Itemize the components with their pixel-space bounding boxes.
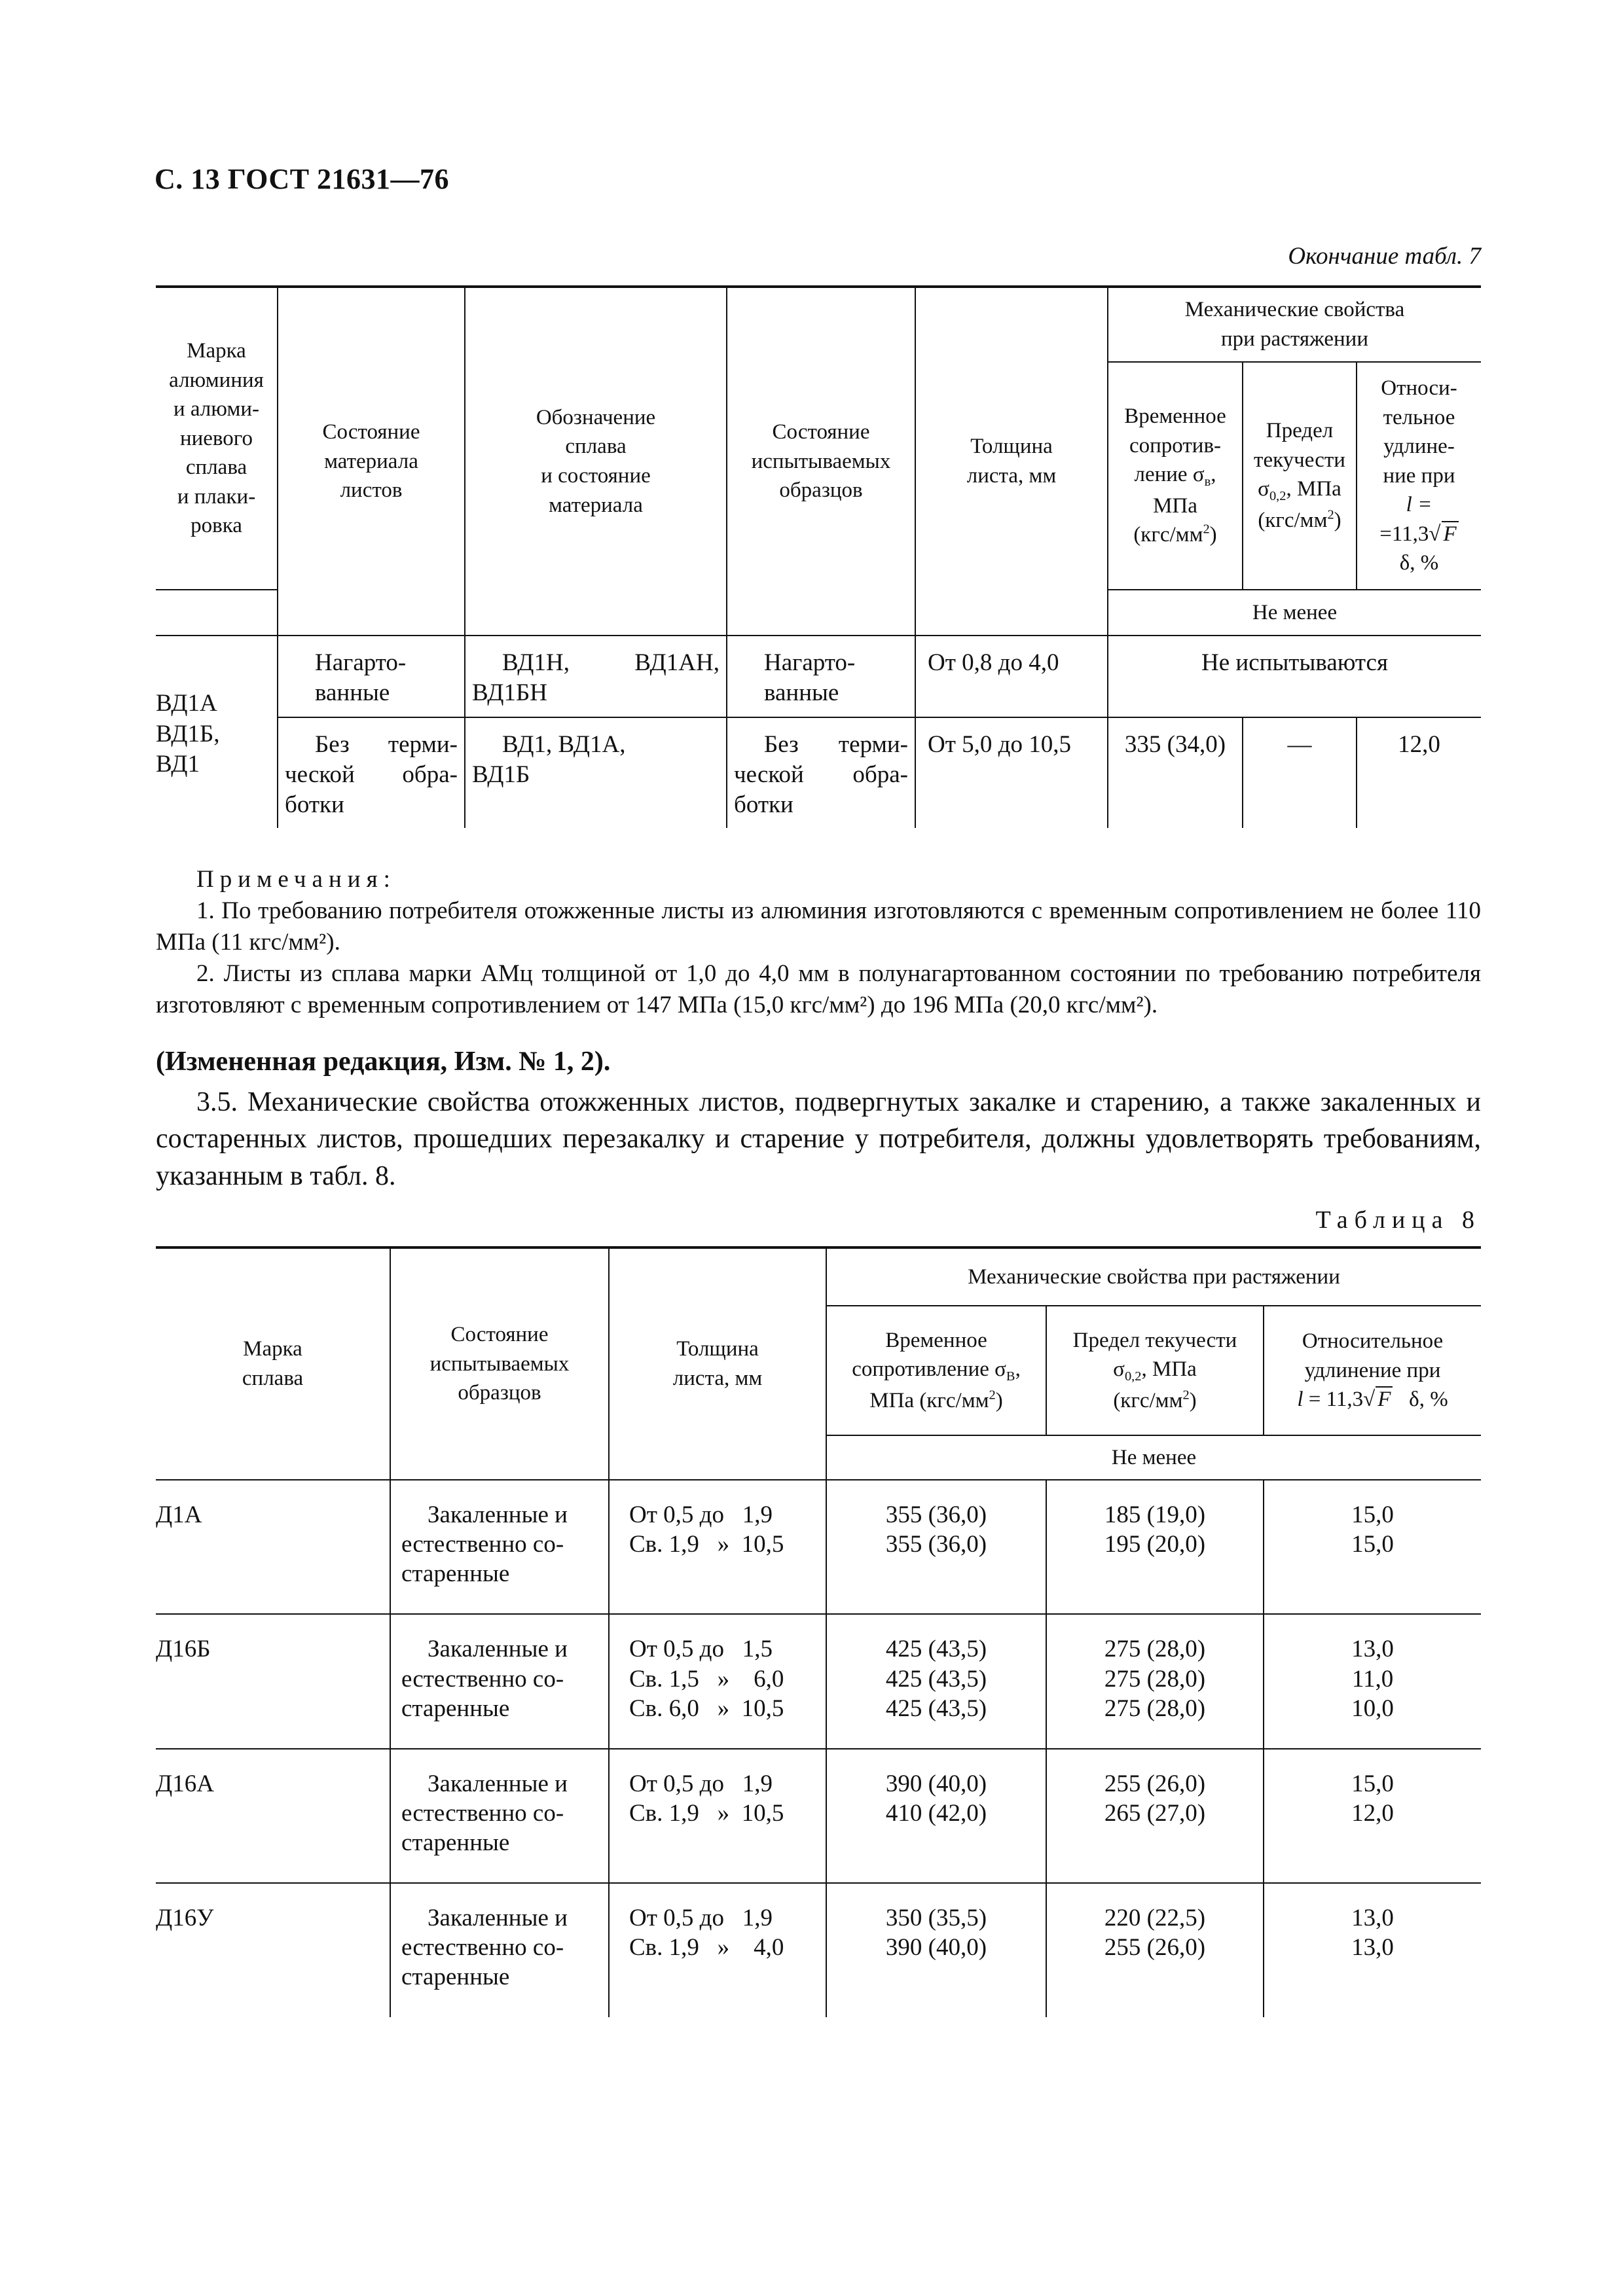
t8-cell-grade: Д16У	[156, 1883, 390, 2017]
t7-header-thickness: Толщина листа, мм	[915, 287, 1108, 636]
t7-header-tensile: Временное сопротив- ление $\sigma_в$, МПа $(кгс/мм^2)$	[1108, 362, 1243, 590]
t8-cell-yield: 275 (28,0) 275 (28,0) 275 (28,0)	[1046, 1614, 1264, 1748]
t7-header-sheet-state: Состояние материала листов	[278, 287, 465, 636]
table8-caption: Таблица 8	[1315, 1206, 1481, 1234]
t8-cell-elongation: 15,0 12,0	[1264, 1749, 1481, 1883]
table-7	[156, 285, 1481, 828]
table-row	[156, 717, 1481, 829]
t7-cell-not-tested: Не испытываются	[1108, 636, 1481, 717]
t7-cell-sheet-state: Нагарто- ванные	[278, 636, 465, 717]
t8-cell-state: Закаленные и естественно со- старенные	[390, 1480, 609, 1614]
t7-header-grade: Марка алюминия и алюми- ниевого сплава и плаки- ровка	[156, 287, 278, 590]
t8-cell-thickness: От 0,5 до 1,9 Св. 1,9 » 10,5	[609, 1749, 826, 1883]
t8-cell-thickness: От 0,5 до 1,9 Св. 1,9 » 10,5	[609, 1480, 826, 1614]
t7-cell-sheet-state: Без терми- ческой обра- ботки	[278, 717, 465, 829]
paragraph-3-5: 3.5. Механические свойства отожженных листов, подвергнутых закалке и старению, а также закаленных и состаренных листов, прошедших перезакалку и старение у потребителя, должны удовлетворять требованиям, указанным в табл. 8.	[156, 1087, 1481, 1191]
table-row	[156, 1480, 1481, 1614]
t7-cell-designation: ВД1Н, ВД1АН, ВД1БН	[465, 636, 727, 717]
t8-cell-elongation: 15,0 15,0	[1264, 1480, 1481, 1614]
t8-header-sample-state: Состояние испытываемых образцов	[390, 1247, 609, 1480]
amendment-note: (Измененная редакция, Изм. № 1, 2).	[156, 1047, 611, 1077]
t8-header-elongation: Относительное удлинение при l = 11,3√ F δ, %	[1264, 1306, 1481, 1435]
t8-header-grade: Марка сплава	[156, 1247, 390, 1480]
t8-cell-grade: Д1А	[156, 1480, 390, 1614]
t8-cell-thickness: От 0,5 до 1,9 Св. 1,9 » 4,0	[609, 1883, 826, 2017]
t7-header-mech-group: Механические свойства при растяжении	[1108, 287, 1481, 362]
t8-header-mech-group: Механические свойства при растяжении	[826, 1247, 1481, 1306]
t7-cell-elongation: 12,0	[1357, 717, 1481, 829]
t8-cell-elongation: 13,0 13,0	[1264, 1883, 1481, 2017]
page-header: С. 13 ГОСТ 21631—76	[155, 163, 450, 195]
t7-cell-thickness: От 5,0 до 10,5	[915, 717, 1108, 829]
t8-cell-grade: Д16Б	[156, 1614, 390, 1748]
table-row	[156, 636, 1481, 717]
notes-block	[156, 864, 1481, 1021]
t8-header-not-less: Не менее	[826, 1435, 1481, 1480]
t8-cell-grade: Д16А	[156, 1749, 390, 1883]
t8-header-tensile: Временное сопротивление $\sigma_В$, МПа $(кгс/мм^2)$	[826, 1306, 1046, 1435]
t8-cell-yield: 255 (26,0) 265 (27,0)	[1046, 1749, 1264, 1883]
t8-cell-tensile: 355 (36,0) 355 (36,0)	[826, 1480, 1046, 1614]
t7-cell-thickness: От 0,8 до 4,0	[915, 636, 1108, 717]
t7-cell-tensile: 335 (34,0)	[1108, 717, 1243, 829]
t7-header-elongation: Относи- тельное удлине- ние при l = =11,3√ F δ, %	[1357, 362, 1481, 590]
note-1: 1. По требованию потребителя отожженные листы из алюминия изготовляются с временным сопротивлением не более 110 МПа (11 кгс/мм²).	[156, 897, 1481, 956]
t8-cell-elongation: 13,0 11,0 10,0	[1264, 1614, 1481, 1748]
t7-cell-yield: —	[1243, 717, 1357, 829]
t8-cell-tensile: 390 (40,0) 410 (42,0)	[826, 1749, 1046, 1883]
table-8	[156, 1246, 1481, 2017]
t7-cell-sample-state: Нагарто- ванные	[727, 636, 915, 717]
t7-header-sample-state: Состояние испытываемых образцов	[727, 287, 915, 636]
t8-cell-state: Закаленные и естественно со- старенные	[390, 1749, 609, 1883]
table-row	[156, 1749, 1481, 1883]
t7-header-grade-gap	[156, 590, 278, 636]
t8-cell-state: Закаленные и естественно со- старенные	[390, 1614, 609, 1748]
t8-cell-thickness: От 0,5 до 1,5 Св. 1,5 » 6,0 Св. 6,0 » 10,5	[609, 1614, 826, 1748]
t8-cell-state: Закаленные и естественно со- старенные	[390, 1883, 609, 2017]
t8-cell-yield: 185 (19,0) 195 (20,0)	[1046, 1480, 1264, 1614]
t7-grade-cell: ВД1А ВД1Б, ВД1	[156, 636, 278, 828]
table-row	[156, 1883, 1481, 2017]
notes-title: Примечания:	[196, 866, 396, 893]
t8-cell-tensile: 425 (43,5) 425 (43,5) 425 (43,5)	[826, 1614, 1046, 1748]
t8-cell-tensile: 350 (35,5) 390 (40,0)	[826, 1883, 1046, 2017]
table-row	[156, 1614, 1481, 1748]
t7-cell-designation: ВД1, ВД1А, ВД1Б	[465, 717, 727, 829]
note-2: 2. Листы из сплава марки АМц толщиной от 1,0 до 4,0 мм в полунагартованном состоянии по требованию потребителя изготовляют с временным сопротивлением от 147 МПа (15,0 кгс/мм²) до 196 МПа (20,0 кгс/мм²).	[156, 960, 1481, 1019]
t7-cell-sample-state: Без терми- ческой обра- ботки	[727, 717, 915, 829]
t7-header-not-less: Не менее	[1108, 590, 1481, 636]
table7-continuation-label: Окончание табл. 7	[1288, 243, 1481, 270]
t7-header-designation: Обозначение сплава и состояние материала	[465, 287, 727, 636]
t8-header-thickness: Толщина листа, мм	[609, 1247, 826, 1480]
t7-header-yield: Предел текучести $\sigma_{0,2}$, МПа $(кгс/мм^2)$	[1243, 362, 1357, 590]
t8-header-yield: Предел текучести $\sigma_{0,2}$, МПа $(кгс/мм^2)$	[1046, 1306, 1264, 1435]
t8-cell-yield: 220 (22,5) 255 (26,0)	[1046, 1883, 1264, 2017]
